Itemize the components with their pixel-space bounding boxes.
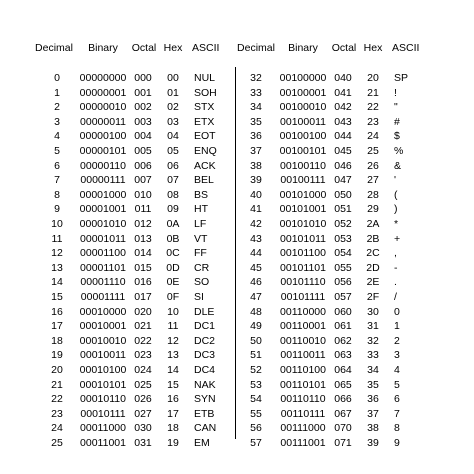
right-ascii-cell: 8 xyxy=(394,422,400,435)
left-octal-cell: 010 xyxy=(134,188,152,201)
left-hex-cell: 07 xyxy=(167,174,179,187)
left-binary-cell: 00010110 xyxy=(80,393,126,406)
right-octal-cell: 054 xyxy=(334,247,352,260)
right-octal-cell: 040 xyxy=(334,72,352,84)
right-ascii-cell: ' xyxy=(394,174,397,187)
right-binary-cell: 00100000 xyxy=(279,72,327,84)
right-binary-cell: 00110001 xyxy=(280,320,326,333)
right-hex-cell: 26 xyxy=(367,159,379,172)
left-hex-cell: 14 xyxy=(167,364,179,376)
left-ascii-cell: SYN xyxy=(194,393,216,406)
left-decimal-cell: 1 xyxy=(54,86,60,99)
header-decimal-left: Decimal xyxy=(35,42,73,54)
left-decimal-cell: 12 xyxy=(51,247,63,260)
right-hex-cell: 23 xyxy=(367,115,379,128)
header-hex-right: Hex xyxy=(363,42,383,54)
right-octal-cell: 056 xyxy=(334,276,352,289)
left-ascii-cell: FF xyxy=(194,247,207,260)
left-decimal-cell: 3 xyxy=(54,115,60,128)
right-ascii-cell: 9 xyxy=(394,437,400,449)
left-hex-cell: 05 xyxy=(167,145,179,157)
right-binary-cell: 00101001 xyxy=(279,203,327,216)
right-decimal-cell: 50 xyxy=(250,334,262,347)
left-hex-cell: 0A xyxy=(166,218,180,230)
right-ascii-cell: . xyxy=(394,276,397,289)
left-ascii-cell: DC1 xyxy=(194,320,216,333)
left-hex-cell: 02 xyxy=(167,101,179,114)
left-decimal-cell: 4 xyxy=(54,130,60,143)
left-hex-cell: 0B xyxy=(166,232,180,245)
left-ascii-cell: CAN xyxy=(194,422,217,435)
left-decimal-cell: 22 xyxy=(51,393,63,406)
right-hex-cell: 37 xyxy=(367,407,379,420)
left-binary-cell: 00000101 xyxy=(79,145,127,157)
left-ascii-cell: LF xyxy=(194,218,207,230)
left-ascii-cell: NUL xyxy=(194,72,216,84)
right-hex-cell: 2D xyxy=(366,261,380,274)
left-hex-cell: 10 xyxy=(167,305,179,318)
left-hex-cell: 01 xyxy=(167,86,179,99)
left-hex-cell: 11 xyxy=(167,320,179,333)
right-decimal-cell: 39 xyxy=(250,174,262,187)
right-ascii-cell: SP xyxy=(394,72,409,84)
right-octal-cell: 041 xyxy=(334,86,352,99)
right-hex-cell: 2C xyxy=(366,247,380,260)
right-octal-cell: 063 xyxy=(334,349,352,362)
right-ascii-cell: ! xyxy=(394,86,397,99)
left-decimal-cell: 9 xyxy=(54,203,60,216)
right-hex-cell: 2E xyxy=(366,276,380,289)
left-ascii-cell: BS xyxy=(194,188,209,201)
left-octal-cell: 011 xyxy=(134,203,152,216)
right-decimal-cell: 45 xyxy=(250,261,262,274)
right-hex-cell: 22 xyxy=(367,101,379,114)
left-octal-cell: 030 xyxy=(134,422,152,435)
right-decimal-cell: 52 xyxy=(250,364,262,376)
right-ascii-cell: 4 xyxy=(394,364,400,376)
right-decimal-cell: 35 xyxy=(250,115,262,128)
left-ascii-cell: DLE xyxy=(194,305,215,318)
left-binary-cell: 00001010 xyxy=(79,218,127,230)
left-binary-cell: 00000011 xyxy=(80,115,126,128)
left-ascii-cell: ETX xyxy=(194,115,215,128)
right-binary-cell: 00101111 xyxy=(280,291,326,303)
right-decimal-cell: 57 xyxy=(250,437,262,449)
left-binary-cell: 00000100 xyxy=(79,130,127,143)
right-decimal-cell: 48 xyxy=(250,305,262,318)
right-octal-cell: 047 xyxy=(334,174,352,187)
right-decimal-cell: 47 xyxy=(250,291,262,303)
left-decimal-cell: 15 xyxy=(51,291,63,303)
left-binary-cell: 00010000 xyxy=(79,305,127,318)
right-decimal-cell: 53 xyxy=(250,378,262,391)
left-ascii-cell: VT xyxy=(194,232,208,245)
header-decimal-right: Decimal xyxy=(237,42,275,54)
left-binary-cell: 00010111 xyxy=(80,407,126,420)
left-decimal-cell: 17 xyxy=(51,320,63,333)
left-binary-cell: 00001000 xyxy=(79,188,127,201)
right-decimal-cell: 36 xyxy=(250,130,262,143)
right-hex-cell: 28 xyxy=(367,188,379,201)
left-hex-cell: 09 xyxy=(167,203,179,216)
right-binary-cell: 00111001 xyxy=(280,437,326,449)
left-decimal-cell: 7 xyxy=(54,174,60,187)
right-decimal-cell: 34 xyxy=(250,101,262,114)
right-decimal-cell: 49 xyxy=(250,320,262,333)
left-hex-cell: 03 xyxy=(167,115,179,128)
left-hex-cell: 18 xyxy=(167,422,179,435)
right-ascii-cell: # xyxy=(394,115,400,128)
left-octal-cell: 020 xyxy=(134,305,152,318)
right-hex-cell: 24 xyxy=(367,130,379,143)
right-ascii-cell: ) xyxy=(394,203,398,216)
left-binary-cell: 00001100 xyxy=(80,247,126,260)
left-binary-cell: 00010001 xyxy=(79,320,127,333)
header-octal-left: Octal xyxy=(131,42,157,54)
right-octal-cell: 060 xyxy=(334,305,352,318)
left-octal-cell: 005 xyxy=(134,145,152,157)
right-binary-cell: 00100011 xyxy=(280,115,326,128)
right-octal-cell: 042 xyxy=(334,101,352,114)
right-hex-cell: 30 xyxy=(367,305,379,318)
left-hex-cell: 0D xyxy=(166,261,180,274)
right-octal-cell: 051 xyxy=(334,203,352,216)
right-octal-cell: 064 xyxy=(334,364,352,376)
left-octal-cell: 021 xyxy=(134,320,152,333)
right-ascii-cell: / xyxy=(394,291,397,303)
left-binary-cell: 00011001 xyxy=(80,437,126,449)
left-decimal-cell: 0 xyxy=(54,72,60,84)
right-hex-cell: 36 xyxy=(367,393,379,406)
left-octal-cell: 004 xyxy=(134,130,152,143)
right-hex-cell: 32 xyxy=(367,334,379,347)
right-ascii-cell: 2 xyxy=(394,334,400,347)
left-binary-cell: 00000001 xyxy=(79,86,127,99)
right-hex-cell: 33 xyxy=(367,349,379,362)
right-hex-cell: 2A xyxy=(366,218,380,230)
header-hex-left: Hex xyxy=(163,42,183,54)
left-decimal-cell: 14 xyxy=(51,276,63,289)
left-binary-cell: 00000110 xyxy=(80,159,126,172)
left-octal-cell: 026 xyxy=(134,393,152,406)
right-binary-cell: 00100101 xyxy=(279,145,327,157)
left-decimal-cell: 20 xyxy=(51,364,63,376)
left-binary-cell: 00001001 xyxy=(79,203,127,216)
right-hex-cell: 31 xyxy=(367,320,379,333)
left-ascii-cell: DC3 xyxy=(194,349,216,362)
right-hex-cell: 35 xyxy=(367,378,379,391)
left-decimal-cell: 8 xyxy=(54,188,60,201)
left-hex-cell: 13 xyxy=(167,349,179,362)
right-binary-cell: 00100100 xyxy=(279,130,327,143)
left-hex-cell: 08 xyxy=(167,188,179,201)
left-octal-cell: 022 xyxy=(134,334,152,347)
left-decimal-cell: 19 xyxy=(51,349,63,362)
left-hex-cell: 17 xyxy=(167,407,179,420)
left-ascii-cell: DC2 xyxy=(194,334,216,347)
right-binary-cell: 00101110 xyxy=(280,276,326,289)
left-ascii-cell: CR xyxy=(194,261,210,274)
left-octal-cell: 007 xyxy=(134,174,152,187)
left-hex-cell: 12 xyxy=(167,334,179,347)
right-hex-cell: 2F xyxy=(366,291,380,303)
left-binary-cell: 00010010 xyxy=(79,334,127,347)
left-hex-cell: 19 xyxy=(167,437,179,449)
left-hex-cell: 06 xyxy=(167,159,179,172)
right-octal-cell: 055 xyxy=(334,261,352,274)
right-binary-cell: 00101000 xyxy=(279,188,327,201)
left-decimal-cell: 6 xyxy=(54,159,60,172)
left-decimal-cell: 13 xyxy=(51,261,63,274)
left-octal-cell: 000 xyxy=(134,72,152,84)
left-decimal-cell: 16 xyxy=(51,305,63,318)
left-ascii-cell: ENQ xyxy=(194,145,217,157)
left-hex-cell: 00 xyxy=(167,72,179,84)
left-octal-cell: 027 xyxy=(134,407,152,420)
right-ascii-cell: % xyxy=(394,145,404,157)
right-decimal-cell: 41 xyxy=(250,203,262,216)
left-ascii-cell: ACK xyxy=(194,159,216,172)
right-decimal-cell: 38 xyxy=(250,159,262,172)
left-ascii-cell: STX xyxy=(194,101,215,114)
right-binary-cell: 00110111 xyxy=(280,407,326,420)
left-hex-cell: 04 xyxy=(167,130,179,143)
left-ascii-cell: DC4 xyxy=(194,364,216,376)
right-binary-cell: 00101100 xyxy=(280,247,326,260)
left-hex-cell: 0C xyxy=(166,247,180,260)
right-octal-cell: 071 xyxy=(334,437,352,449)
left-decimal-cell: 5 xyxy=(54,145,60,157)
left-hex-cell: 16 xyxy=(167,393,179,406)
left-binary-cell: 00001101 xyxy=(80,261,126,274)
left-octal-cell: 001 xyxy=(134,86,152,99)
right-decimal-cell: 44 xyxy=(250,247,262,260)
right-binary-cell: 00110011 xyxy=(280,349,326,362)
left-decimal-cell: 2 xyxy=(54,101,60,114)
right-binary-cell: 00110100 xyxy=(280,364,326,376)
left-binary-cell: 00001011 xyxy=(80,232,126,245)
right-binary-cell: 00110000 xyxy=(280,305,326,318)
right-decimal-cell: 37 xyxy=(250,145,262,157)
left-octal-cell: 023 xyxy=(134,349,152,362)
right-hex-cell: 29 xyxy=(367,203,379,216)
right-ascii-cell: , xyxy=(394,247,397,260)
left-ascii-cell: SOH xyxy=(194,86,217,99)
right-binary-cell: 00100110 xyxy=(280,159,326,172)
left-binary-cell: 00000111 xyxy=(80,174,126,187)
left-octal-cell: 014 xyxy=(134,247,152,260)
left-decimal-cell: 11 xyxy=(51,232,63,245)
right-octal-cell: 052 xyxy=(334,218,352,230)
header-octal-right: Octal xyxy=(331,42,357,54)
right-octal-cell: 045 xyxy=(334,145,352,157)
right-hex-cell: 27 xyxy=(367,174,379,187)
left-binary-cell: 00011000 xyxy=(80,422,126,435)
left-binary-cell: 00010100 xyxy=(79,364,127,376)
left-binary-cell: 00000000 xyxy=(79,72,127,84)
right-octal-cell: 043 xyxy=(334,115,352,128)
left-decimal-cell: 24 xyxy=(51,422,63,435)
header-binary-right: Binary xyxy=(288,42,318,54)
left-octal-cell: 015 xyxy=(134,261,152,274)
right-ascii-cell: * xyxy=(394,218,399,230)
left-ascii-cell: EM xyxy=(194,437,210,449)
left-binary-cell: 00001111 xyxy=(80,291,126,303)
left-decimal-cell: 18 xyxy=(51,334,63,347)
right-ascii-cell: + xyxy=(394,232,401,245)
left-binary-cell: 00001110 xyxy=(80,276,126,289)
right-ascii-cell: " xyxy=(394,101,398,114)
header-ascii-left: ASCII xyxy=(192,42,220,54)
right-ascii-cell: 6 xyxy=(394,393,400,406)
left-octal-cell: 016 xyxy=(134,276,152,289)
right-octal-cell: 053 xyxy=(334,232,352,245)
right-decimal-cell: 40 xyxy=(250,188,262,201)
left-ascii-cell: ETB xyxy=(194,407,215,420)
left-decimal-cell: 21 xyxy=(51,378,63,391)
right-decimal-cell: 55 xyxy=(250,407,262,420)
right-ascii-cell: ( xyxy=(394,188,398,201)
left-binary-cell: 00000010 xyxy=(79,101,127,114)
left-decimal-cell: 10 xyxy=(51,218,63,230)
right-ascii-cell: 7 xyxy=(394,407,400,420)
right-hex-cell: 39 xyxy=(367,437,379,449)
right-hex-cell: 20 xyxy=(367,72,379,84)
right-octal-cell: 065 xyxy=(334,378,352,391)
left-octal-cell: 025 xyxy=(134,378,152,391)
right-binary-cell: 00100001 xyxy=(279,86,327,99)
left-ascii-cell: NAK xyxy=(194,378,216,391)
left-hex-cell: 0E xyxy=(166,276,180,289)
right-octal-cell: 061 xyxy=(334,320,352,333)
right-binary-cell: 00101101 xyxy=(280,261,326,274)
right-ascii-cell: & xyxy=(394,159,402,172)
left-binary-cell: 00010101 xyxy=(79,378,127,391)
right-hex-cell: 34 xyxy=(367,364,379,376)
left-hex-cell: 0F xyxy=(166,291,180,303)
right-octal-cell: 044 xyxy=(334,130,352,143)
left-octal-cell: 006 xyxy=(134,159,152,172)
left-octal-cell: 024 xyxy=(134,364,152,376)
right-binary-cell: 00110101 xyxy=(280,378,326,391)
right-binary-cell: 00100010 xyxy=(279,101,327,114)
right-octal-cell: 062 xyxy=(334,334,352,347)
right-decimal-cell: 51 xyxy=(250,349,262,362)
left-octal-cell: 012 xyxy=(134,218,152,230)
left-ascii-cell: SI xyxy=(194,291,204,303)
right-octal-cell: 050 xyxy=(334,188,352,201)
header-ascii-right: ASCII xyxy=(392,42,420,54)
right-decimal-cell: 54 xyxy=(250,393,262,406)
right-ascii-cell: 3 xyxy=(394,349,400,362)
right-octal-cell: 066 xyxy=(334,393,352,406)
left-ascii-cell: EOT xyxy=(194,130,216,143)
right-ascii-cell: 5 xyxy=(394,378,400,391)
right-hex-cell: 2B xyxy=(366,232,380,245)
right-octal-cell: 057 xyxy=(334,291,352,303)
left-ascii-cell: SO xyxy=(194,276,210,289)
left-decimal-cell: 23 xyxy=(51,407,63,420)
right-octal-cell: 046 xyxy=(334,159,352,172)
right-decimal-cell: 46 xyxy=(250,276,262,289)
left-ascii-cell: HT xyxy=(194,203,208,216)
left-hex-cell: 15 xyxy=(167,378,179,391)
right-binary-cell: 00101011 xyxy=(280,232,326,245)
right-decimal-cell: 33 xyxy=(250,86,262,99)
right-binary-cell: 00110110 xyxy=(280,393,326,406)
right-octal-cell: 070 xyxy=(334,422,352,435)
left-octal-cell: 003 xyxy=(134,115,152,128)
right-ascii-cell: - xyxy=(394,261,398,274)
left-ascii-cell: BEL xyxy=(194,174,214,187)
left-octal-cell: 031 xyxy=(134,437,152,449)
left-decimal-cell: 25 xyxy=(51,437,63,449)
left-octal-cell: 002 xyxy=(134,101,152,114)
right-octal-cell: 067 xyxy=(334,407,352,420)
right-binary-cell: 00111000 xyxy=(280,422,326,435)
right-decimal-cell: 43 xyxy=(250,232,262,245)
left-octal-cell: 013 xyxy=(134,232,152,245)
right-binary-cell: 00110010 xyxy=(280,334,326,347)
right-hex-cell: 21 xyxy=(367,86,379,99)
right-binary-cell: 00100111 xyxy=(280,174,326,187)
left-binary-cell: 00010011 xyxy=(80,349,126,362)
right-decimal-cell: 42 xyxy=(250,218,262,230)
right-decimal-cell: 56 xyxy=(250,422,262,435)
right-ascii-cell: 0 xyxy=(394,305,400,318)
right-decimal-cell: 32 xyxy=(250,72,262,84)
right-ascii-cell: 1 xyxy=(394,320,400,333)
header-binary-left: Binary xyxy=(88,42,118,54)
right-ascii-cell: $ xyxy=(394,130,400,143)
right-hex-cell: 38 xyxy=(367,422,379,435)
left-octal-cell: 017 xyxy=(134,291,152,303)
right-binary-cell: 00101010 xyxy=(279,218,327,230)
right-hex-cell: 25 xyxy=(367,145,379,157)
